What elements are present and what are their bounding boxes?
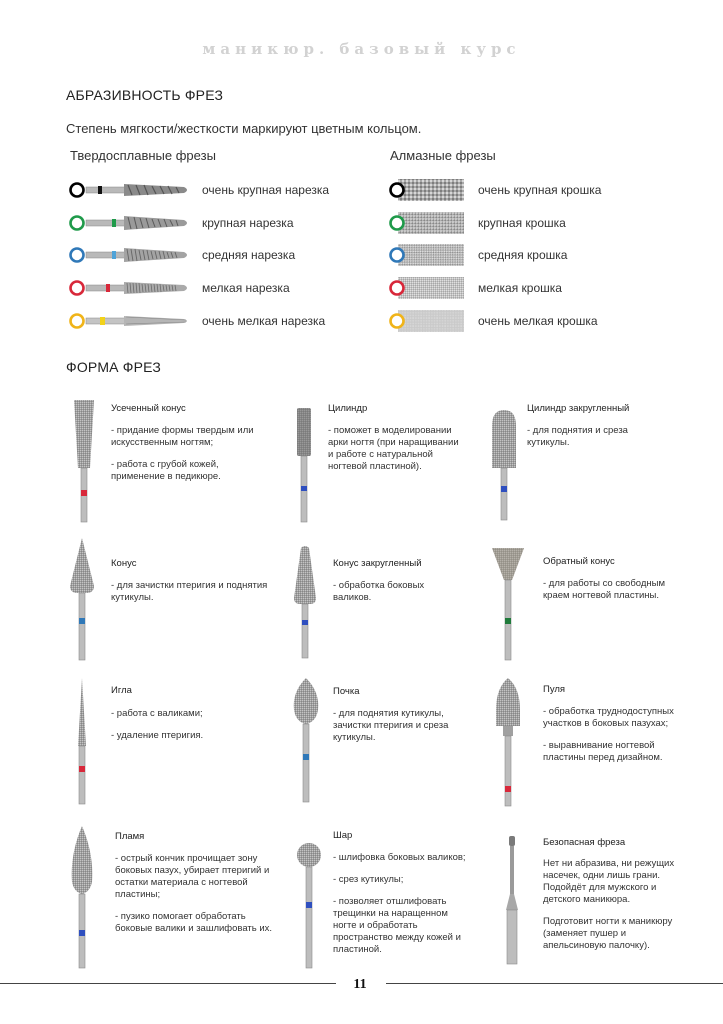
bur-description-line: - обработка труднодоступных участков в боковых пазухах; [543, 706, 674, 729]
bur-description [333, 852, 473, 966]
bur-needle-image [70, 676, 94, 806]
diamond-row-label: средняя крошка [478, 248, 568, 262]
diamond-row [386, 241, 686, 271]
diamond-row-label: мелкая крошка [478, 281, 562, 295]
bur-description-line: - для поднятия и среза кутикулы. [527, 425, 628, 448]
bur-description-line: - для зачистки птеригия и поднятия кутикулы. [111, 580, 268, 603]
bur-name: Почка [333, 686, 360, 697]
bur-description-line: - для работы со свободным краем ногтевой пластины. [543, 578, 665, 601]
diamond-row [386, 274, 686, 304]
grit-band [106, 284, 110, 292]
grit-ring-icon [71, 249, 84, 262]
bur-description-line: - пузико помогает обработать боковые валики и зашлифовать их. [115, 911, 273, 934]
bur-description-line: - срез кутикулы; [333, 874, 404, 885]
diamond-row [386, 209, 686, 239]
diamond-row-label: крупная крошка [478, 216, 566, 230]
bur-description [111, 425, 271, 493]
bur-description-line: Подготовит ногти к маникюру (заменяет пушер и апельсиновую палочку). [543, 916, 673, 951]
diamond-bur-illustration [386, 307, 470, 337]
carbide-row [66, 176, 366, 206]
bur-safety-image [500, 834, 524, 966]
bur-description [328, 425, 463, 483]
carbide-bur-illustration [66, 274, 196, 304]
bur-description-line: - обработка боковых валиков. [333, 580, 425, 603]
bur-name: Игла [111, 685, 132, 696]
bur-description [333, 580, 463, 614]
carbide-row [66, 209, 366, 239]
carbide-column-title: Твердосплавные фрезы [70, 148, 216, 163]
grit-ring-icon [71, 315, 84, 328]
diamond-row [386, 176, 686, 206]
carbide-bur-illustration [66, 209, 196, 239]
bur-description [115, 853, 275, 945]
section-subtitle: Степень мягкости/жесткости маркируют цветным кольцом. [66, 121, 422, 136]
bur-name: Пуля [543, 684, 566, 695]
bur-description-line: - острый кончик прочищает зону боковых пазух, убирает птеригий и остатки материала с ногтевой пластины; [115, 853, 270, 900]
bur-description [543, 578, 673, 612]
running-header: маникюр. базовый курс [202, 40, 521, 58]
section-title-abrasiveness: АБРАЗИВНОСТЬ ФРЕЗ [66, 87, 224, 103]
grit-ring-icon [391, 184, 404, 197]
carbide-row [66, 307, 366, 337]
bur-description-line: - выравнивание ногтевой пластины перед дизайном. [543, 740, 663, 763]
bur-description [543, 706, 683, 774]
bur-rounded-cylinder-image [484, 408, 524, 522]
grit-ring-icon [391, 315, 404, 328]
carbide-row-label: крупная нарезка [202, 216, 294, 230]
bur-description-line: Нет ни абразива, ни режущих насечек, одни лишь грани. Подойдёт для мужского и детского маникюра. [543, 858, 675, 905]
bur-name: Конус закругленный [333, 558, 422, 569]
bur-description-line: - придание формы твердым или искусственным ногтям; [111, 425, 254, 448]
carbide-bur-illustration [66, 176, 196, 206]
bur-bullet-image [492, 676, 524, 808]
grit-ring-icon [391, 282, 404, 295]
bur-bud-image [286, 676, 326, 804]
bur-description-line: - удаление птеригия. [111, 730, 204, 741]
diamond-row [386, 307, 686, 337]
grit-band [100, 317, 105, 325]
bur-name: Цилиндр [328, 403, 368, 414]
bur-name: Усеченный конус [111, 403, 186, 414]
grit-band [112, 219, 116, 227]
page-number: 11 [353, 977, 367, 992]
bur-name: Обратный конус [543, 556, 615, 567]
bur-cylinder-image [292, 406, 316, 524]
diamond-bur-illustration [386, 241, 470, 271]
carbide-row-label: очень мелкая нарезка [202, 314, 326, 328]
bur-name: Шар [333, 830, 353, 841]
carbide-row-label: мелкая нарезка [202, 281, 290, 295]
footer-rule-left [0, 983, 336, 984]
bur-inverted-cone-image [488, 544, 528, 662]
grit-ring-icon [71, 282, 84, 295]
bur-cone-image [64, 536, 100, 662]
carbide-row [66, 241, 366, 271]
bur-description-line: - работа с грубой кожей, применение в педикюре. [111, 459, 221, 482]
grit-ring-icon [391, 217, 404, 230]
bur-description-line: - работа с валиками; [111, 708, 203, 719]
bur-rounded-cone-image [289, 544, 321, 660]
bur-name: Пламя [115, 831, 145, 842]
bur-truncated-cone-image [64, 398, 104, 523]
carbide-row [66, 274, 366, 304]
bur-flame-image [62, 824, 102, 970]
grit-ring-icon [71, 217, 84, 230]
diamond-column-title: Алмазные фрезы [390, 148, 496, 163]
carbide-row-label: средняя нарезка [202, 248, 296, 262]
bur-name: Безопасная фреза [543, 837, 626, 848]
bur-description-line: - позволяет отшлифовать трещинки на наращенном ногте и обработать пространство между кожей и пластиной. [333, 896, 461, 955]
bur-description [333, 708, 463, 754]
diamond-row-label: очень крупная крошка [478, 183, 602, 197]
diamond-bur-illustration [386, 274, 470, 304]
bur-name: Цилиндр закругленный [527, 403, 630, 414]
carbide-row-label: очень крупная нарезка [202, 183, 330, 197]
diamond-bur-illustration [386, 176, 470, 206]
diamond-bur-illustration [386, 209, 470, 239]
bur-name: Конус [111, 558, 137, 569]
bur-description [111, 708, 271, 752]
bur-description-line: - шлифовка боковых валиков; [333, 852, 466, 863]
bur-ball-image [292, 840, 326, 970]
grit-band [98, 186, 102, 194]
grit-ring-icon [71, 184, 84, 197]
grit-band [112, 251, 116, 259]
footer-rule-right [386, 983, 723, 984]
diamond-row-label: очень мелкая крошка [478, 314, 598, 328]
bur-description [527, 425, 667, 459]
bur-description [543, 858, 688, 962]
carbide-bur-illustration [66, 307, 196, 337]
bur-description-line: - для поднятия кутикулы, зачистки птеригия и среза кутикулы. [333, 708, 449, 743]
bur-description [111, 580, 271, 614]
section-title-shapes: ФОРМА ФРЕЗ [66, 359, 162, 375]
bur-description-line: - поможет в моделировании арки ногтя (при наращивании и работе с натуральной ногтевой пластиной). [328, 425, 459, 472]
grit-ring-icon [391, 249, 404, 262]
carbide-bur-illustration [66, 241, 196, 271]
